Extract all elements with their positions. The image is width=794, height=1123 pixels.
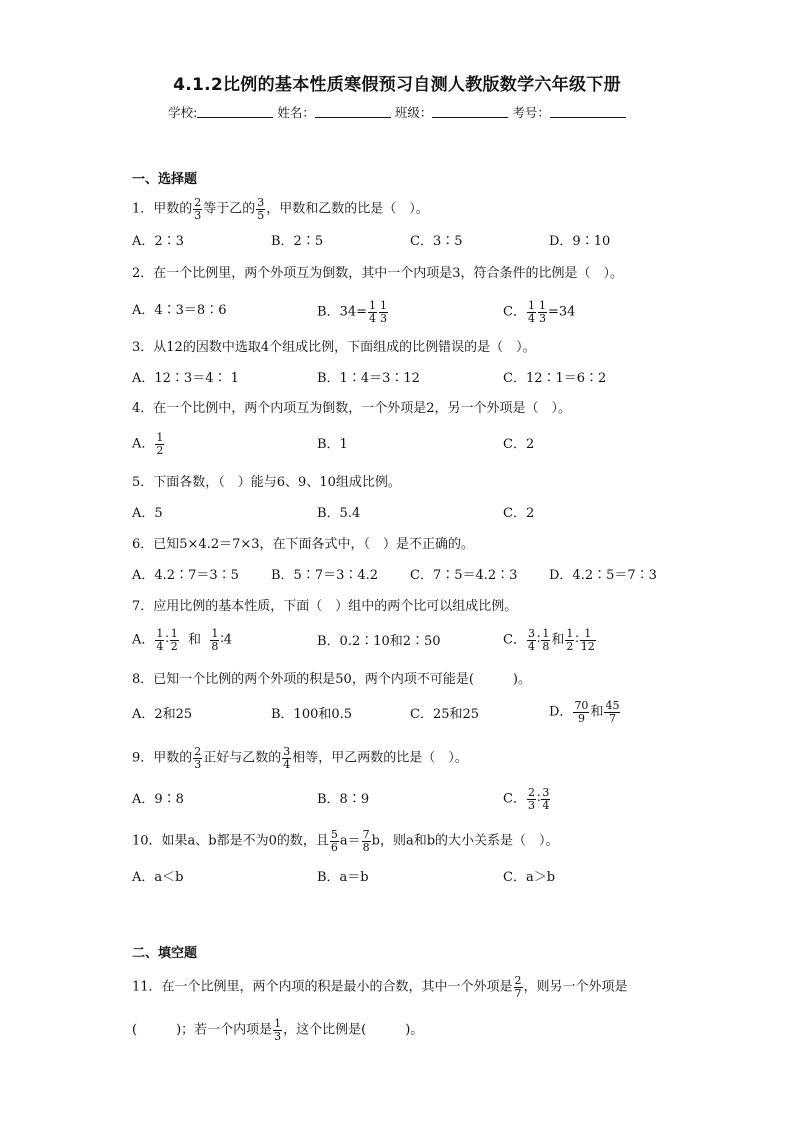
fraction: $\frac{1}{8}$ <box>542 627 550 653</box>
question-text: ，甲数和乙数的比是（ ）。 <box>266 201 429 217</box>
option-c[interactable]: C．3∶5 <box>410 234 463 249</box>
question-11-line-2 <box>132 1018 423 1042</box>
fraction: $\frac{2}{7}$ <box>514 974 522 1000</box>
fraction: $\frac{1}{3}$ <box>274 1017 282 1043</box>
fraction: $\frac{1}{4}$ <box>527 299 535 325</box>
question-text: 等于乙的 <box>203 201 256 217</box>
question-text: 10．如果a、b都是不为0的数，且 <box>132 833 329 849</box>
option-a[interactable]: A． $\frac{1}{4}$ ∶ $\frac{1}{2}$ 和 $\frac{1}{8}$ ∶4 <box>132 627 232 653</box>
option-c[interactable]: C．7∶5＝4.2∶3 <box>410 568 518 583</box>
option-a[interactable]: A．5 <box>132 506 163 521</box>
option-b[interactable]: B．100和0.5 <box>271 707 353 722</box>
option-a[interactable]: A．2∶3 <box>132 234 184 249</box>
question-text: b，则a和b的大小关系是（ ）。 <box>371 833 559 849</box>
fraction: $\frac{1}{2}$ <box>170 627 178 653</box>
question-4: 4．在一个比例中，两个内项互为倒数，一个外项是2，另一个外项是（ ）。 <box>132 401 572 416</box>
option-a[interactable]: A． $\frac{1}{2}$ <box>132 431 164 457</box>
fraction: $\frac{70}{9}$ <box>574 699 589 725</box>
option-b[interactable]: B．34= $\frac{1}{4}$ $\frac{1}{3}$ <box>317 299 388 325</box>
option-c[interactable]: C． $\frac{3}{4}$ ∶ $\frac{1}{8}$ 和 $\frac{1}{2}$ ∶ $\frac{1}{12}$ <box>503 627 595 653</box>
class-blank[interactable] <box>432 105 508 118</box>
question-6: 6．已知5×4.2＝7×3，在下面各式中，（ ）是不正确的。 <box>132 537 475 552</box>
fraction: $\frac{1}{3}$ <box>380 299 388 325</box>
fraction: $\frac{1}{4}$ <box>369 299 377 325</box>
fraction: $\frac{1}{12}$ <box>580 627 595 653</box>
question-text: ( )；若一个内项是 <box>132 1022 273 1038</box>
fraction: $\frac{3}{5}$ <box>257 196 265 222</box>
fraction: $\frac{2}{3}$ <box>527 786 535 812</box>
student-info-line <box>0 103 794 121</box>
question-text: 1．甲数的 <box>132 201 193 217</box>
question-text: ，则另一个外项是 <box>523 979 628 995</box>
question-text: a＝ <box>339 833 361 849</box>
question-text: 相等，甲乙两数的比是（ ）。 <box>292 750 468 766</box>
fraction: $\frac{1}{4}$ <box>156 627 164 653</box>
exam-no-label: 考号： <box>512 105 550 120</box>
options-8 <box>132 700 732 728</box>
section-fill: 二、填空题 <box>132 946 198 961</box>
option-b[interactable]: B．1 <box>317 437 348 452</box>
option-c[interactable]: C． $\frac{1}{4}$ $\frac{1}{3}$ =34 <box>503 299 576 325</box>
option-b[interactable]: B．5∶7＝3∶4.2 <box>271 568 379 583</box>
options-7 <box>132 628 732 656</box>
option-c[interactable]: C．12∶1＝6∶2 <box>503 371 607 386</box>
school-blank[interactable] <box>197 105 273 118</box>
options-9 <box>132 787 732 815</box>
question-text: ，这个比例是( )。 <box>283 1022 424 1038</box>
exam-no-blank[interactable] <box>550 105 626 118</box>
fraction: $\frac{3}{4}$ <box>527 627 535 653</box>
section-choice: 一、选择题 <box>132 172 198 187</box>
class-label: 班级： <box>394 105 433 120</box>
question-8: 8．已知一个比例的两个外项的积是50，两个内项不可能是( )。 <box>132 672 531 687</box>
option-b[interactable]: B．8∶9 <box>317 792 370 807</box>
options-4 <box>132 432 732 460</box>
fraction: $\frac{7}{8}$ <box>362 828 370 854</box>
option-a[interactable]: A．9∶8 <box>132 792 184 807</box>
question-2: 2．在一个比例里，两个外项互为倒数，其中一个内项是3，符合条件的比例是（ ）。 <box>132 266 624 281</box>
fraction: $\frac{45}{7}$ <box>605 699 620 725</box>
question-7: 7．应用比例的基本性质，下面（ ）组中的两个比可以组成比例。 <box>132 599 518 614</box>
option-c[interactable]: C．a＞b <box>503 870 556 885</box>
options-6 <box>132 569 732 597</box>
question-9 <box>132 746 468 770</box>
option-a[interactable]: A．4.2∶7＝3∶5 <box>132 568 239 583</box>
option-b[interactable]: B．5.4 <box>317 506 361 521</box>
option-b[interactable]: B．2∶5 <box>271 234 324 249</box>
school-label: 学校: <box>168 105 198 120</box>
question-text: 9．甲数的 <box>132 750 193 766</box>
options-5 <box>132 507 732 535</box>
option-d[interactable]: D．4.2∶5＝7∶3 <box>549 568 657 583</box>
page-title: 4.1.2比例的基本性质寒假预习自测人教版数学六年级下册 <box>173 75 621 95</box>
option-b[interactable]: B．0.2∶10和2∶50 <box>317 634 441 649</box>
option-b[interactable]: B．1∶4＝3∶12 <box>317 371 420 386</box>
question-text: 11．在一个比例里，两个内项的积是最小的合数，其中一个外项是 <box>132 979 513 995</box>
fraction: $\frac{3}{4}$ <box>542 786 550 812</box>
option-d[interactable]: D．9∶10 <box>549 234 611 249</box>
option-d[interactable]: D． $\frac{70}{9}$ 和 $\frac{45}{7}$ <box>549 699 620 725</box>
name-blank[interactable] <box>315 105 391 118</box>
fraction: $\frac{2}{3}$ <box>194 196 202 222</box>
option-b[interactable]: B．a＝b <box>317 870 369 885</box>
option-a[interactable]: A．2和25 <box>132 707 193 722</box>
name-label: 姓名： <box>277 105 315 120</box>
option-c[interactable]: C．25和25 <box>410 707 480 722</box>
question-10 <box>132 829 559 853</box>
option-a[interactable]: A．a＜b <box>132 870 184 885</box>
question-3: 3．从12的因数中选取4个组成比例，下面组成的比例错误的是（ ）。 <box>132 340 536 355</box>
fraction: $\frac{1}{8}$ <box>211 627 219 653</box>
question-text: 正好与乙数的 <box>203 750 282 766</box>
fraction: $\frac{5}{6}$ <box>330 828 338 854</box>
option-a[interactable]: A．12∶3＝4∶ 1 <box>132 371 239 386</box>
option-c[interactable]: C．2 <box>503 506 535 521</box>
options-3 <box>132 372 732 400</box>
question-1 <box>132 197 429 221</box>
question-5: 5．下面各数，（ ）能与6、9、10组成比例。 <box>132 475 401 490</box>
options-1 <box>132 235 732 263</box>
question-11 <box>132 975 628 999</box>
option-c[interactable]: C．2 <box>503 437 535 452</box>
options-2 <box>132 300 732 328</box>
fraction: $\frac{1}{2}$ <box>566 627 574 653</box>
option-a[interactable]: A．4∶3＝8∶6 <box>132 303 227 318</box>
fraction: $\frac{1}{3}$ <box>538 299 546 325</box>
options-10 <box>132 871 732 899</box>
option-c[interactable]: C． $\frac{2}{3}$ ∶ $\frac{3}{4}$ <box>503 786 550 812</box>
fraction: $\frac{1}{2}$ <box>156 431 164 457</box>
fraction: $\frac{3}{4}$ <box>283 745 291 771</box>
fraction: $\frac{2}{3}$ <box>194 745 202 771</box>
